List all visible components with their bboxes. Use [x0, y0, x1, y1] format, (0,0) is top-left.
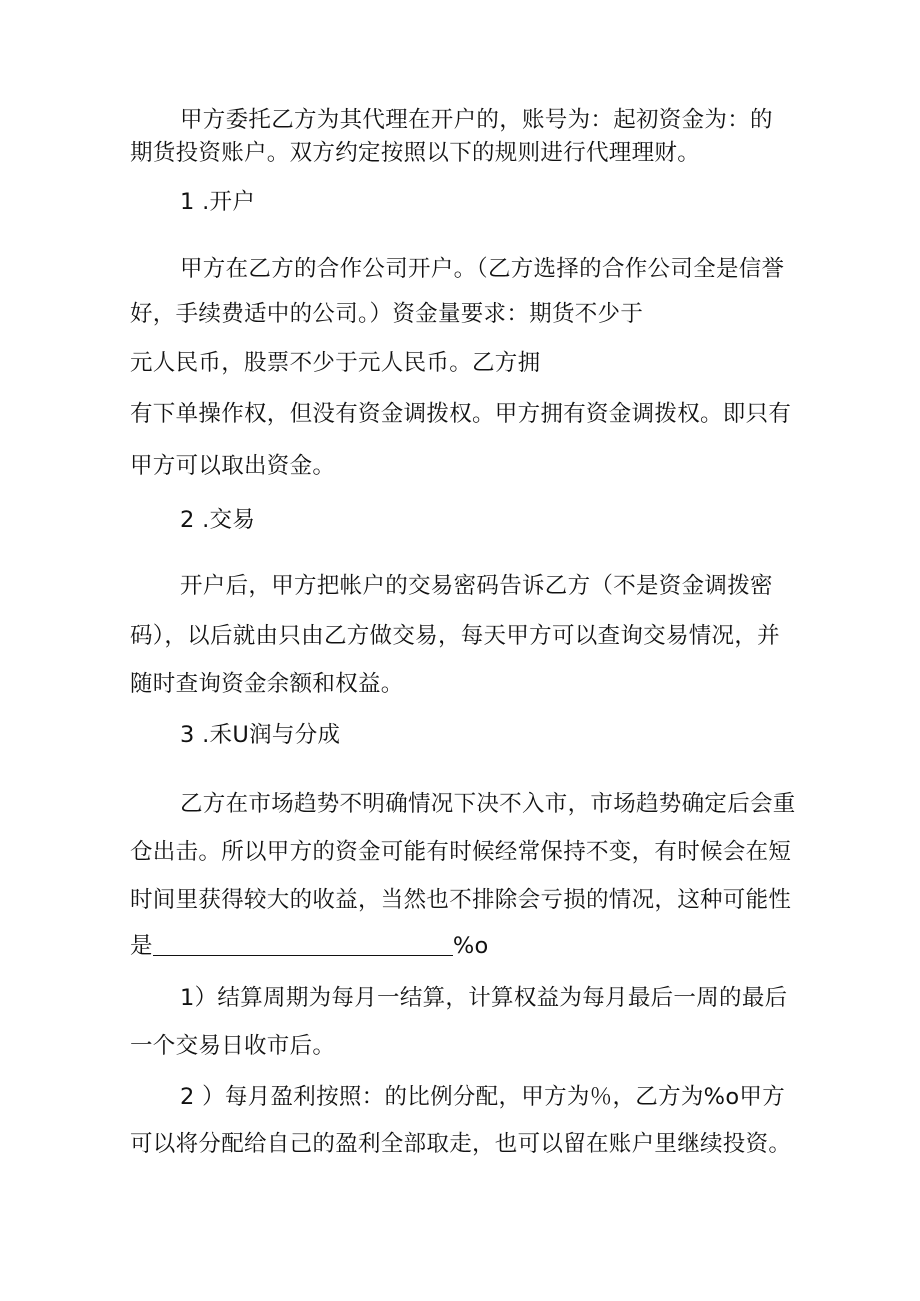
paragraph-open-account-line-4: 有下单操作权，但没有资金调拨权。甲方拥有资金调拨权。即只有 [130, 401, 792, 427]
profit-line-4-prefix: 是 [130, 933, 153, 959]
paragraph-intro-line-1: 甲方委托乙方为其代理在开户的，账号为：起初资金为：的 [180, 107, 773, 133]
paragraph-trading-line-3: 随时查询资金余额和权益。 [130, 671, 404, 697]
section-heading-profit-sharing: 3 .禾U润与分成 [180, 722, 341, 748]
section-heading-trading: 2 .交易 [180, 507, 256, 533]
paragraph-trading-line-2: 码），以后就由只由乙方做交易，每天甲方可以查询交易情况，并 [130, 623, 780, 649]
paragraph-open-account-line-1: 甲方在乙方的合作公司开户。（乙方选择的合作公司全是信誉 [180, 256, 785, 282]
paragraph-open-account-line-3: 元人民币，股票不少于元人民币。乙方拥 [130, 350, 541, 376]
paragraph-profit-line-1: 乙方在市场趋势不明确情况下决不入市，市场趋势确定后会重 [180, 791, 796, 817]
paragraph-open-account-line-2: 好，手续费适中的公司。）资金量要求：期货不少于 [130, 301, 644, 327]
clause-distribution-line-2: 可以将分配给自己的盈利全部取走，也可以留在账户里继续投资。 [130, 1131, 792, 1157]
clause-settlement-line-1: 1）结算周期为每月一结算，计算权益为每月最后一周的最后 [180, 985, 788, 1011]
section-heading-open-account: 1 .开户 [180, 189, 256, 215]
profit-line-4-suffix: %o [452, 933, 489, 959]
paragraph-trading-line-1: 开户后，甲方把帐户的交易密码告诉乙方（不是资金调拨密 [180, 573, 773, 599]
clause-settlement-line-2: 一个交易日收市后。 [130, 1033, 336, 1059]
paragraph-profit-line-2: 仓出击。所以甲方的资金可能有时候经常保持不变，有时候会在短 [130, 839, 792, 865]
paragraph-open-account-line-5: 甲方可以取出资金。 [130, 453, 336, 479]
fill-in-blank-line [153, 933, 453, 956]
paragraph-profit-line-3: 时间里获得较大的收益，当然也不排除会亏损的情况，这种可能性 [130, 887, 792, 913]
clause-distribution-line-1: 2 ）每月盈利按照：的比例分配，甲方为％，乙方为%o甲方 [180, 1084, 786, 1110]
paragraph-profit-line-4 [130, 930, 489, 962]
paragraph-intro-line-2: 期货投资账户。双方约定按照以下的规则进行代理理财。 [130, 140, 701, 166]
